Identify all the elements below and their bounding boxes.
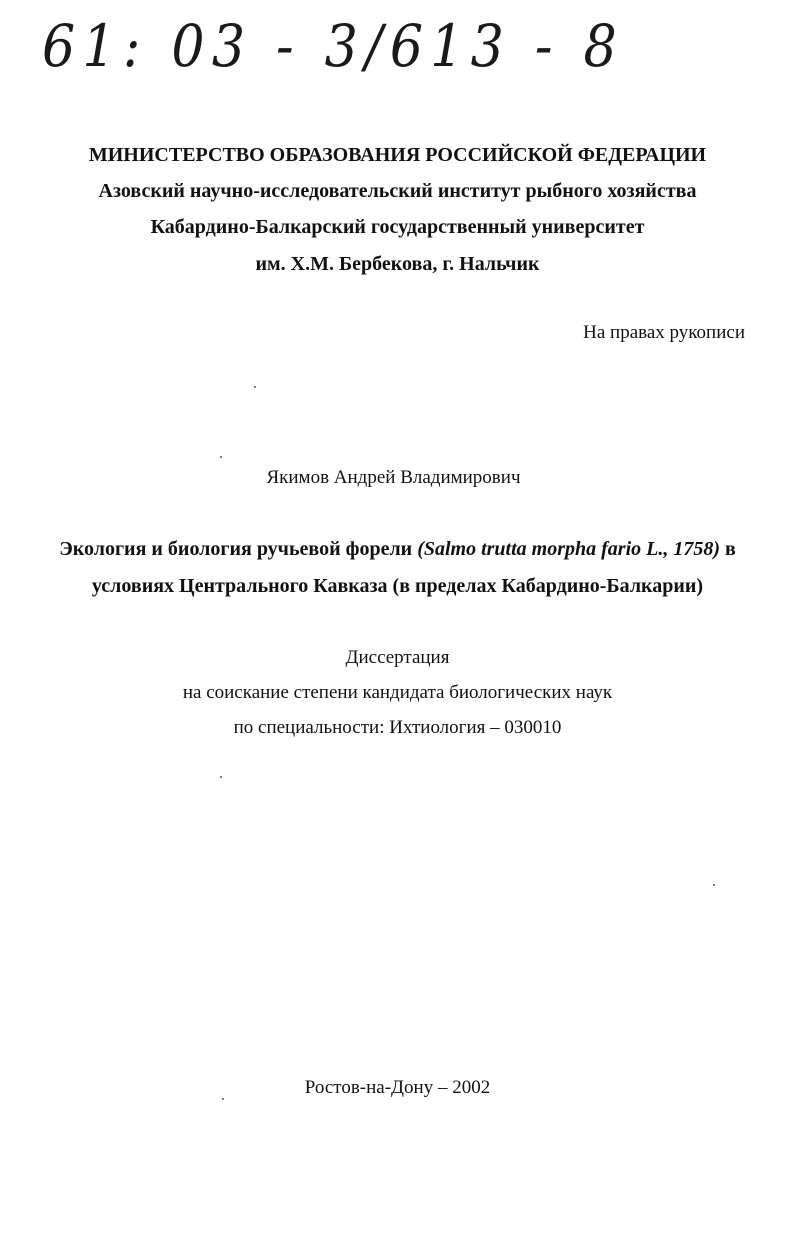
scan-speck	[220, 456, 222, 458]
manuscript-note: На правах рукописи	[583, 322, 745, 343]
dissertation-title-line1	[0, 538, 795, 561]
degree-text: на соискание степени кандидата биологических наук	[182, 682, 613, 703]
scan-speck	[254, 386, 256, 388]
handwritten-registration-number: 61: 03 - 3/613 - 8	[42, 12, 624, 80]
specialty-text: по специальности: Ихтиология – 030010	[233, 717, 562, 738]
dissertation-type: Диссертация	[345, 647, 450, 668]
city-year: Ростов-на-Дону – 2002	[304, 1077, 491, 1098]
title-latin-name: (Salmo trutta morpha fario L., 1758)	[417, 538, 720, 560]
university-name-heading: им. Х.М. Бербекова, г. Нальчик	[255, 253, 540, 275]
ministry-heading: МИНИСТЕРСТВО ОБРАЗОВАНИЯ РОССИЙСКОЙ ФЕДЕРАЦИИ	[88, 144, 707, 166]
dissertation-title-line2: условиях Центрального Кавказа (в пределах Кабардино-Балкарии)	[91, 575, 704, 597]
institute-heading: Азовский научно-исследовательский институт рыбного хозяйства	[98, 180, 697, 202]
scan-speck	[220, 776, 222, 778]
scan-speck	[222, 1098, 224, 1100]
title-text-end: в	[720, 538, 736, 560]
scan-speck	[713, 884, 715, 886]
university-heading: Кабардино-Балкарский государственный университет	[150, 216, 645, 238]
author-name: Якимов Андрей Владимирович	[266, 467, 521, 488]
title-text: Экология и биология ручьевой форели	[59, 538, 418, 560]
